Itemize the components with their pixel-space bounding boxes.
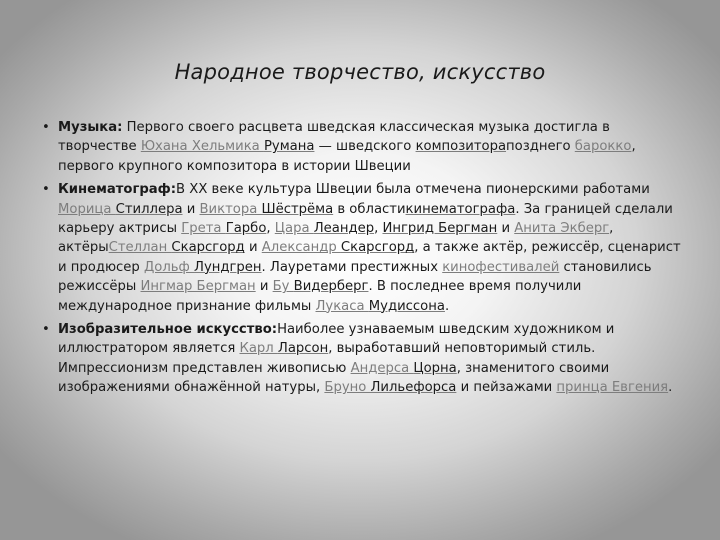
hyperlink-text-visited: Шёстрёма (261, 201, 334, 217)
hyperlink[interactable] (181, 221, 266, 236)
hyperlink-text: Дольф (143, 259, 195, 275)
bullet-icon: • (42, 120, 50, 135)
hyperlink[interactable] (273, 279, 369, 294)
item-text: и пейзажами (456, 380, 557, 396)
item-text: , актёры (58, 221, 614, 256)
hyperlink-text: Ингмар Бергман (140, 279, 256, 295)
item-text: . (668, 380, 673, 396)
hyperlink[interactable] (416, 139, 506, 154)
item-text: . (444, 298, 450, 314)
hyperlink[interactable] (324, 380, 456, 395)
hyperlink-text-visited: Мудиссона (368, 298, 445, 314)
hyperlink[interactable] (144, 260, 262, 275)
slide-title: Народное творчество, искусство (174, 60, 546, 84)
item-text: и (497, 221, 515, 237)
hyperlink[interactable] (382, 221, 497, 236)
hyperlink-text: Карл (239, 341, 278, 357)
hyperlink-text-visited: Видерберг (293, 279, 369, 295)
item-text: , а также актёр, режиссёр, сценарист и продюсер (58, 240, 681, 275)
hyperlink-text-visited: Румана (263, 139, 315, 155)
hyperlink-text: Цара (274, 221, 314, 237)
hyperlink-text-visited: кинематографа (405, 201, 516, 217)
item-text: в области (333, 201, 406, 217)
hyperlink[interactable] (262, 240, 415, 255)
hyperlink-text-visited: Цорна (413, 360, 457, 376)
item-text: . За границей сделали карьеру актрисы (58, 201, 673, 237)
hyperlink[interactable] (406, 202, 516, 217)
hyperlink-text: Александр (261, 240, 341, 256)
hyperlink[interactable] (514, 221, 609, 236)
hyperlink-text-visited: Скарсгорд (340, 240, 415, 256)
hyperlink-text-visited: Лундгрен (194, 259, 262, 275)
hyperlink-text: Юхана Хельмика (140, 139, 264, 155)
item-body (58, 120, 636, 174)
hyperlink[interactable] (556, 380, 668, 395)
hyperlink-text: Лукаса (315, 298, 369, 314)
bullet-item-music (42, 118, 682, 176)
hyperlink[interactable] (442, 260, 559, 275)
item-text: Первого своего расцвета шведская классическая музыка достигла в творчестве (58, 120, 610, 155)
bullet-item-fine-art (42, 320, 682, 398)
hyperlink[interactable] (58, 202, 183, 217)
hyperlink-text-visited: Ларсон (277, 341, 329, 357)
hyperlink[interactable] (200, 202, 334, 217)
item-text: , знаменитого своими изображениями обнажённой натуры, (58, 360, 610, 396)
hyperlink-text: Анита Экберг (514, 221, 610, 237)
hyperlink-text: барокко (574, 139, 632, 155)
item-text: и (244, 240, 262, 256)
hyperlink[interactable] (316, 299, 445, 314)
bullet-icon: • (42, 182, 50, 198)
hyperlink-text: Виктора (199, 201, 262, 217)
hyperlink-text: кинофестивалей (442, 259, 560, 275)
item-text: Наиболее узнаваемым шведским художником и иллюстратором является (58, 322, 615, 357)
item-text: , первого крупного композитора в истории Швеции (58, 139, 636, 174)
hyperlink[interactable] (109, 240, 245, 255)
item-text: , (266, 221, 275, 237)
hyperlink-text-visited: Стиллера (115, 201, 183, 217)
hyperlink-text: Бруно (324, 380, 371, 396)
item-text: и (182, 201, 200, 217)
hyperlink-text-visited: Скарсгорд (171, 240, 245, 256)
item-text: , (374, 221, 383, 237)
item-text: В XX веке культура Швеции была отмечена пионерскими работами (176, 182, 650, 198)
hyperlink-text: Бу (272, 279, 294, 295)
item-text: . В последнее время получили международное признание фильмы (58, 279, 582, 314)
hyperlink-text: принца Евгения (556, 380, 669, 396)
bullet-icon: • (42, 322, 50, 338)
hyperlink-text-visited: композитора (415, 139, 507, 155)
hyperlink[interactable] (141, 279, 256, 294)
hyperlink-text-visited: Лильефорса (370, 380, 457, 396)
item-text: и (255, 279, 273, 295)
hyperlink-text-visited: Ингрид Бергман (382, 221, 498, 237)
hyperlink[interactable] (351, 361, 457, 376)
hyperlink-text: Андерса (350, 360, 414, 376)
bullet-list (42, 118, 682, 402)
hyperlink[interactable] (575, 139, 632, 154)
item-text: , выработавший неповторимый стиль. Импрессионизм представлен живописью (58, 341, 596, 376)
hyperlink-text-visited: Леандер (313, 221, 375, 237)
item-label: Кинематограф: (58, 182, 177, 198)
item-text: . Лауретами престижных (261, 259, 443, 275)
item-text: становились режиссёры (58, 259, 652, 295)
item-label: Изобразительное искусство: (58, 322, 278, 338)
hyperlink[interactable] (141, 139, 315, 154)
item-label: Музыка: (58, 120, 123, 135)
hyperlink[interactable] (239, 341, 328, 356)
hyperlink-text-visited: Гарбо (225, 221, 267, 237)
item-body (58, 182, 681, 313)
hyperlink[interactable] (275, 221, 374, 236)
bullet-item-cinema (42, 180, 682, 316)
hyperlink-text: Грета (181, 221, 226, 237)
hyperlink-text: Морица (58, 201, 116, 217)
item-text: позднего (506, 139, 575, 155)
item-text: — шведского (314, 139, 416, 155)
hyperlink-text: Стеллан (108, 240, 172, 256)
